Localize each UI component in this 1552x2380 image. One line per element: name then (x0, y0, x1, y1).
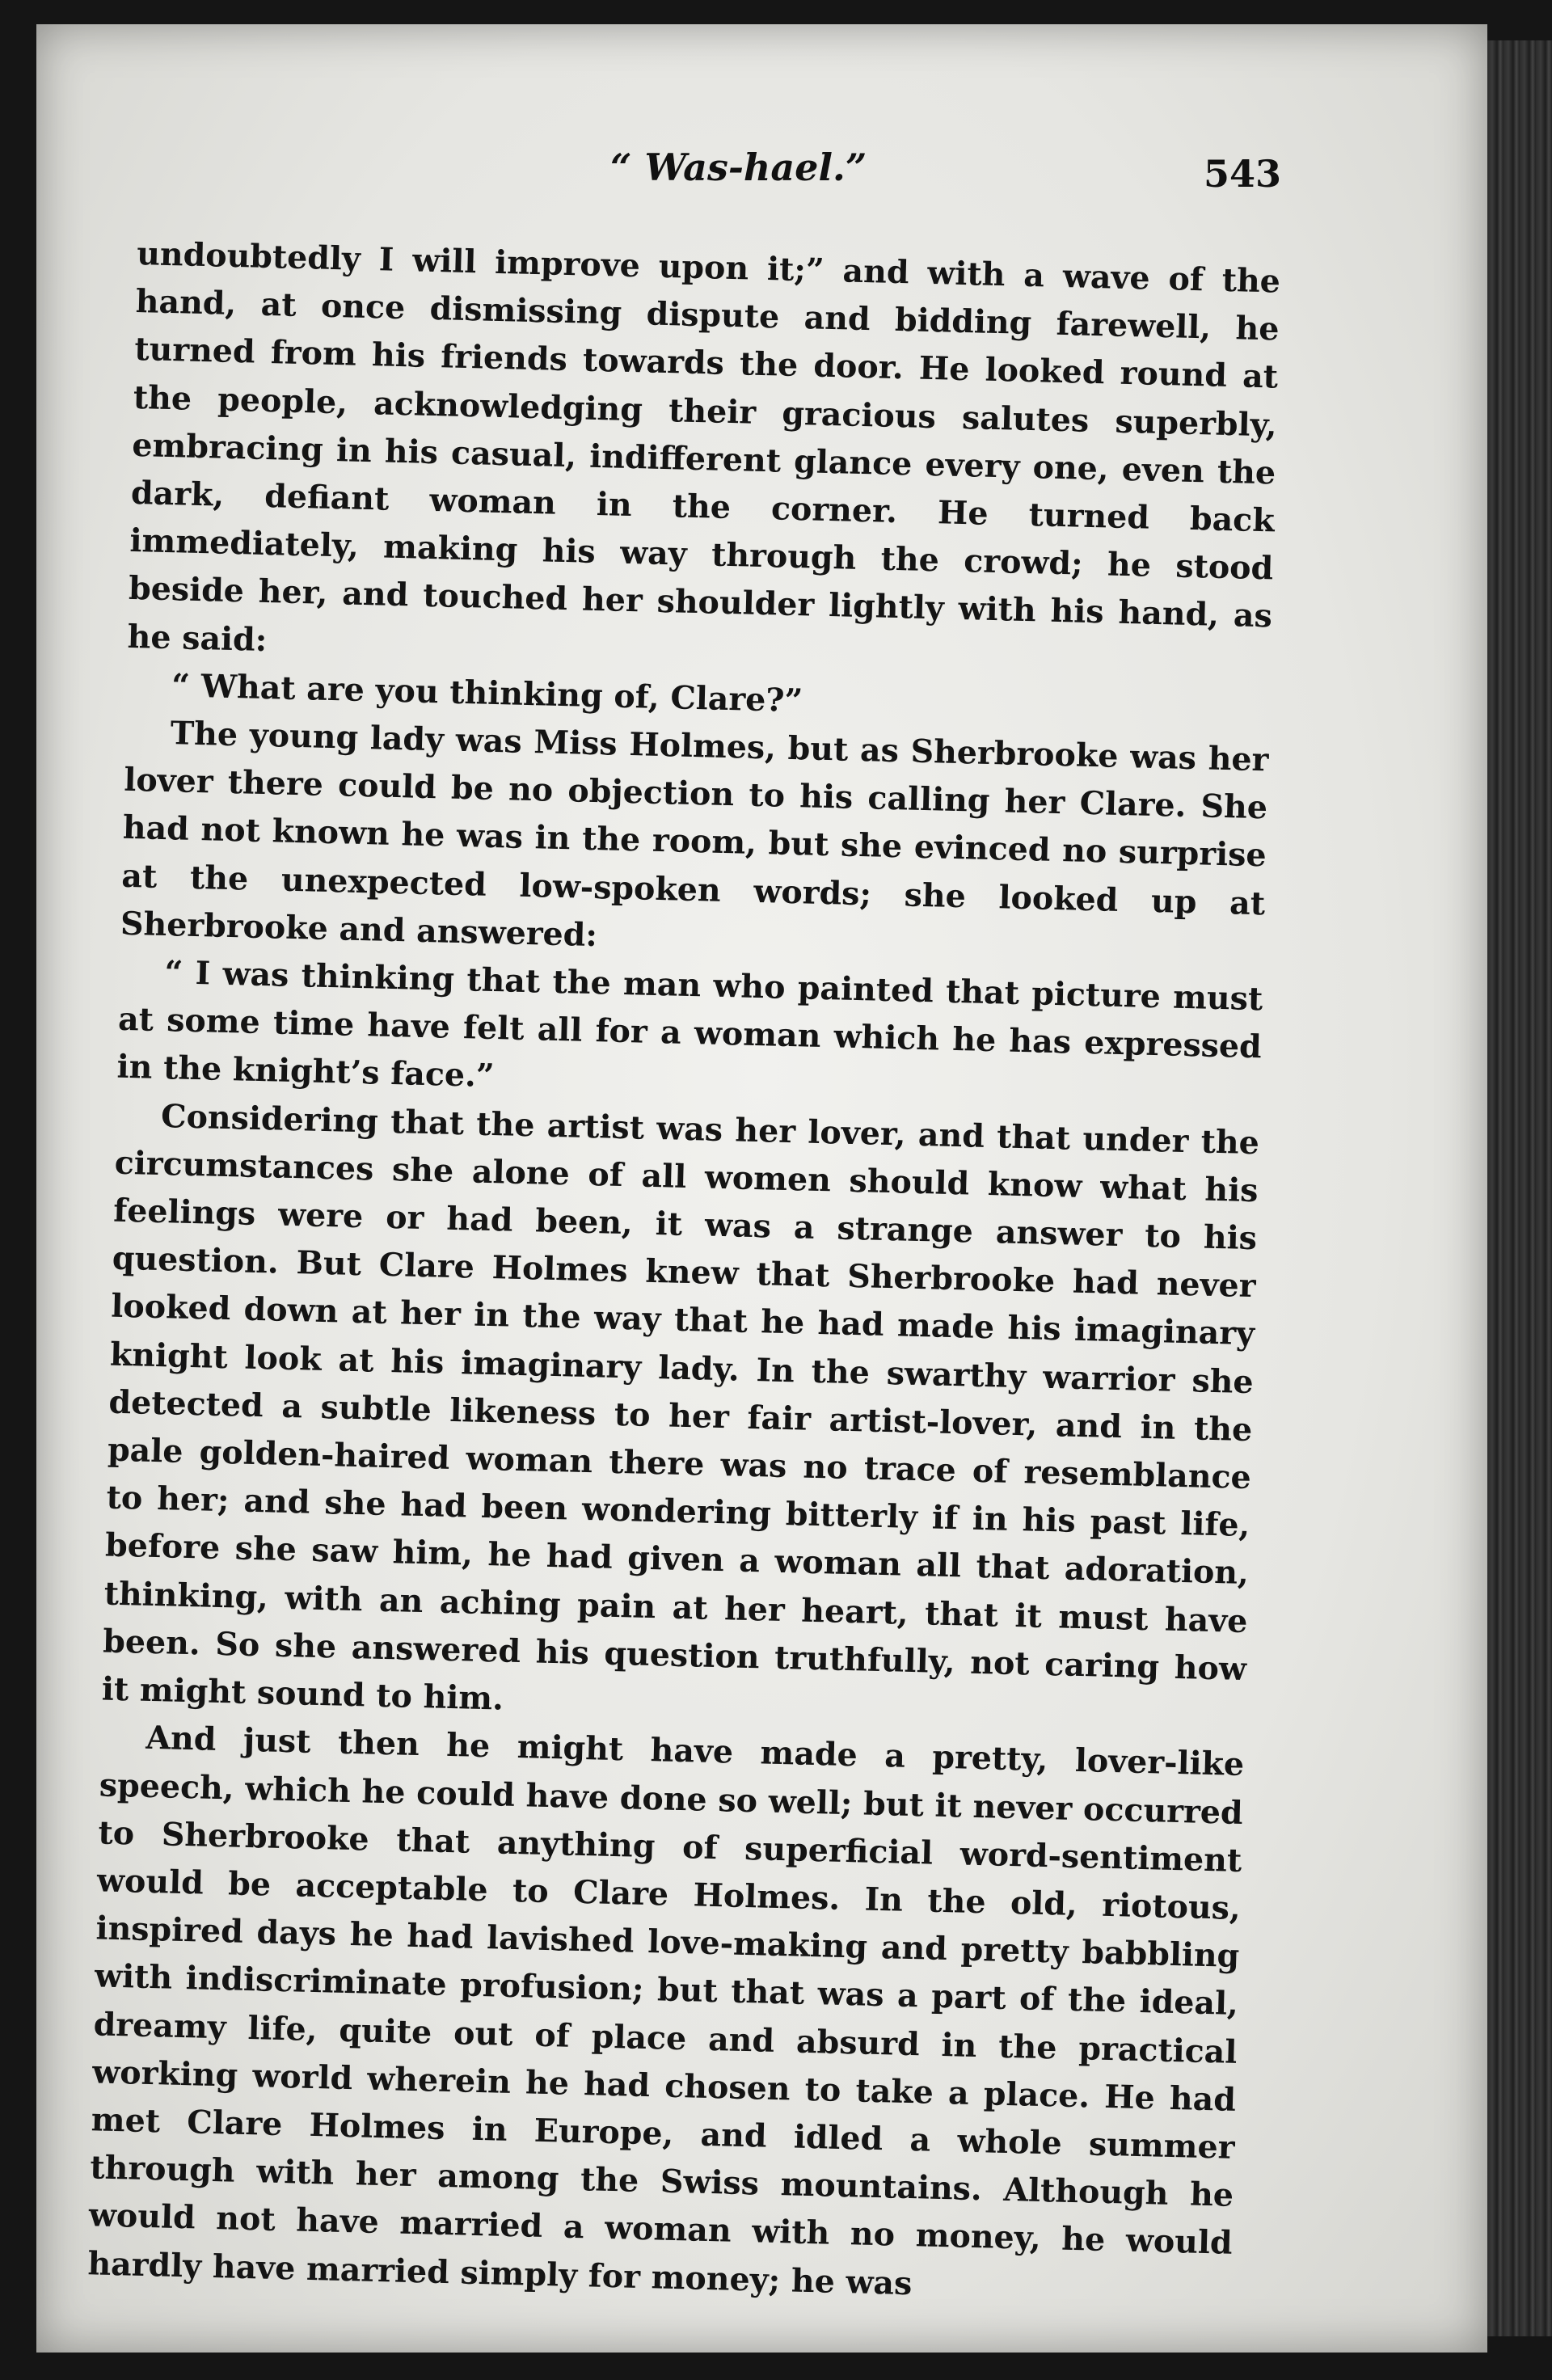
paragraph-dialogue-question: “ What are you thinking of, Clare?” (171, 667, 803, 720)
running-title: “ Was-hael.” (610, 146, 867, 189)
book-page (36, 24, 1487, 2353)
paragraph-and-just-then: And just then he might have made a pretty, lover-like speech, which he could have done so well; but it never occurred to Sherbrooke that anything of superficial word-sentiment would be acceptable to Clare Holmes. In the old, riotous, inspired days he had lavished love-making and pretty babbling with indiscriminate profusion; but that was a part of the ideal, dreamy life, quite out of place and absurd in the practical working world wherein he had chosen to take a place. He had met Clare Holmes in Europe, and idled a whole summer through with her among the Swiss mountains. Although he would not have married a woman with no money, he would hardly have married simply for money; he was (86, 1720, 1245, 2302)
page-body (87, 230, 1281, 2316)
page-header (141, 146, 1281, 218)
page-number: 543 (1203, 152, 1281, 196)
book-page-edges (1487, 40, 1552, 2336)
paragraph-considering: Considering that the artist was her lover, and that under the circumstances she alone of all women should know what his feelings were or had been, it was a strange answer to his question. But Clare Holmes knew that Sherbrooke had never looked down at her in the way that he had made his imaginary knight look at his imaginary lady. In the swarthy warrior she detected a subtle likeness to her fair artist-lover, and in the pale golden-haired woman there was no trace of resemblance to her; and she had been wondering bitterly if in his past life, before she saw him, he had given a woman all that adoration, thinking, with an aching pain at her heart, that it must have been. So she answered his question truthfully, not caring how it might sound to him. (101, 1097, 1260, 1718)
paragraph-dialogue-answer: “ I was thinking that the man who painted that picture must at some time have felt all for a woman which he has expressed in the knight’s face.” (116, 954, 1263, 1095)
paragraph-miss-holmes: The young lady was Miss Holmes, but as Sherbrooke was her lover there could be no objection to his calling her Clare. She had not known he was in the room, but she evinced no surprise at the unexpected low-spoken words; she looked up at Sherbrooke and answered: (120, 715, 1269, 954)
paragraph-continuation: undoubtedly I will improve upon it;” and with a wave of the hand, at once dismissing dispute and bidding farewell, he turned from his friends towards the door. He looked round at the people, acknowledging their gracious salutes superbly, embracing in his casual, indifferent glance every one, even the dark, defiant woman in the corner. He turned back immediately, making his way through the crowd; he stood beside her, and touched her shoulder lightly with his hand, as he said: (127, 234, 1281, 659)
